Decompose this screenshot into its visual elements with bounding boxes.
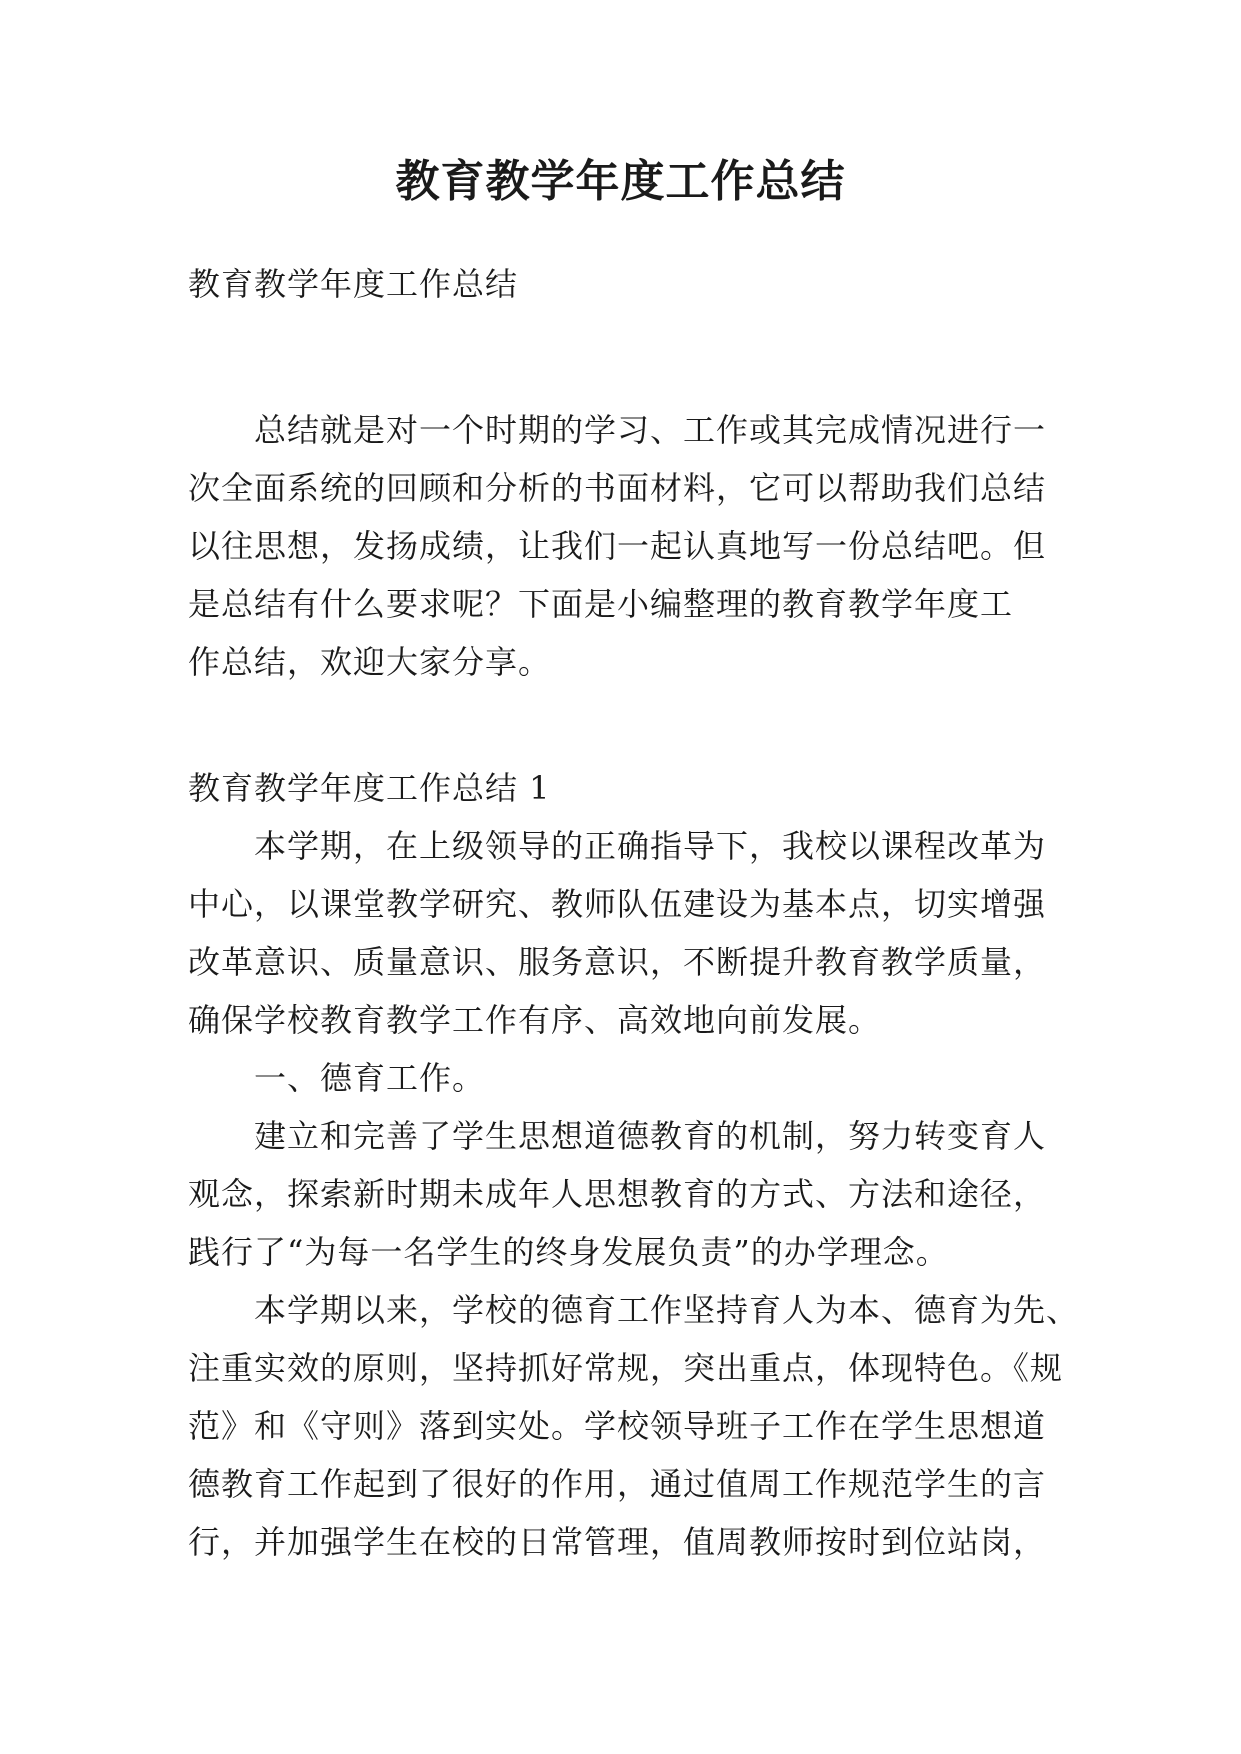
paragraph-line: 范》和《守则》落到实处。学校领导班子工作在学生思想道 bbox=[188, 1407, 1047, 1445]
paragraph-line: 建立和完善了学生思想道德教育的机制，努力转变育人 bbox=[254, 1117, 1047, 1155]
intro-line: 总结就是对一个时期的学习、工作或其完成情况进行一 bbox=[254, 411, 1047, 449]
intro-line: 以往思想，发扬成绩，让我们一起认真地写一份总结吧。但 bbox=[188, 527, 1047, 565]
sub-heading: 一、德育工作。 bbox=[254, 1059, 486, 1097]
intro-line: 是总结有什么要求呢？下面是小编整理的教育教学年度工 bbox=[188, 585, 1014, 623]
intro-line: 次全面系统的回顾和分析的书面材料，它可以帮助我们总结 bbox=[188, 469, 1047, 507]
paragraph-line: 观念，探索新时期未成年人思想教育的方式、方法和途径， bbox=[188, 1175, 1047, 1213]
paragraph-line: 德教育工作起到了很好的作用，通过值周工作规范学生的言 bbox=[188, 1465, 1047, 1503]
paragraph-line: 确保学校教育教学工作有序、高效地向前发展。 bbox=[188, 1001, 882, 1039]
paragraph-line: 注重实效的原则，坚持抓好常规，突出重点，体现特色。《规 bbox=[188, 1349, 1064, 1387]
intro-line: 作总结，欢迎大家分享。 bbox=[188, 643, 552, 681]
paragraph-line: 行，并加强学生在校的日常管理，值周教师按时到位站岗， bbox=[188, 1523, 1047, 1561]
paragraph-line: 本学期以来，学校的德育工作坚持育人为本、德育为先、 bbox=[254, 1291, 1080, 1329]
paragraph-line: 中心，以课堂教学研究、教师队伍建设为基本点，切实增强 bbox=[188, 885, 1047, 923]
paragraph-line: 改革意识、质量意识、服务意识，不断提升教育教学质量， bbox=[188, 943, 1047, 981]
document-subtitle: 教育教学年度工作总结 bbox=[188, 265, 519, 303]
paragraph-line: 本学期，在上级领导的正确指导下，我校以课程改革为 bbox=[254, 827, 1047, 865]
document-title: 教育教学年度工作总结 bbox=[395, 156, 846, 207]
section-heading: 教育教学年度工作总结 1 bbox=[188, 769, 551, 807]
paragraph-line: 践行了“为每一名学生的终身发展负责”的办学理念。 bbox=[188, 1233, 949, 1271]
